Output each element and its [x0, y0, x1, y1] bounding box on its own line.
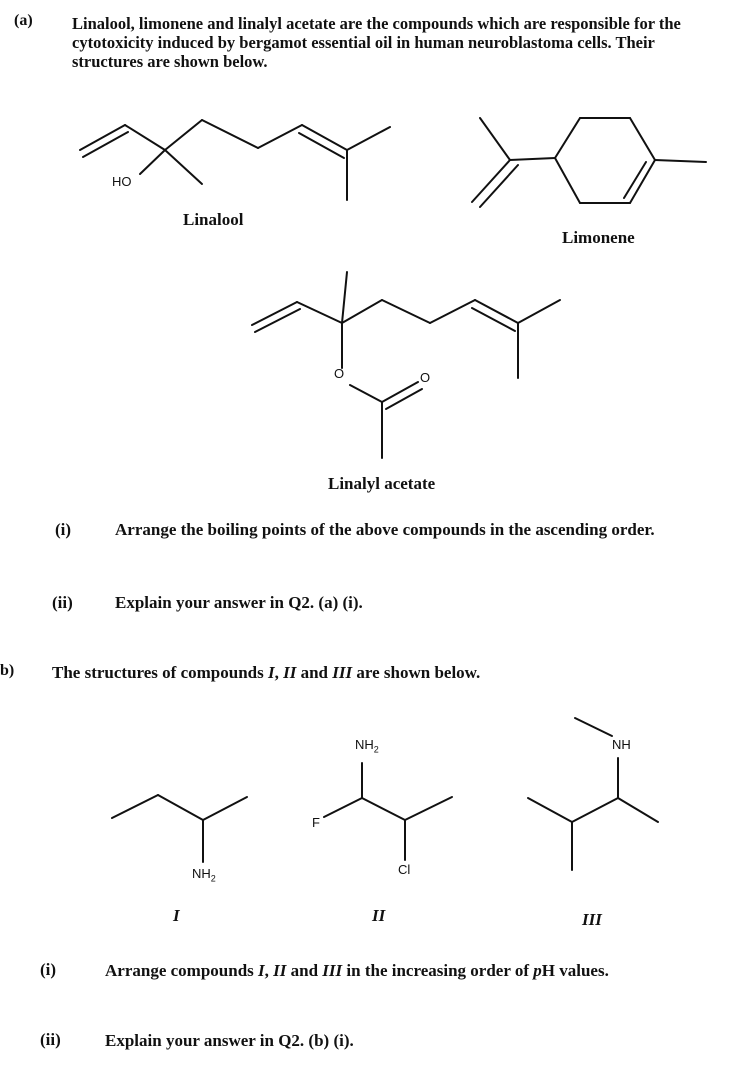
question-b-i-sep-2: and: [286, 961, 323, 980]
question-b-i-number: (i): [40, 960, 57, 979]
part-b-intro-prefix: The structures of compounds: [52, 663, 268, 682]
part-b-intro-sep-1: ,: [274, 663, 284, 682]
linalyl-acetate-carbonyl-o: O: [420, 370, 431, 385]
question-a-ii-text: Explain your answer in Q2. (a) (i).: [115, 593, 363, 612]
question-b-i-ph-p: p: [533, 961, 542, 980]
compound-i-nh2-label: [192, 866, 216, 884]
compound-i-label: I: [173, 906, 180, 925]
question-b-ii-number: (ii): [40, 1030, 61, 1049]
part-b-label: b): [0, 662, 15, 679]
linalool-ho-label: HO: [112, 174, 132, 189]
compound-ii-nh-subscript: 2: [373, 744, 379, 755]
question-a-ii-number: (ii): [52, 593, 73, 612]
part-b-intro-suffix: are shown below.: [352, 663, 481, 682]
question-b-i-roman-3: III: [322, 961, 343, 980]
compound-ii-nh2-label: [355, 737, 379, 755]
question-b-i-suffix: values.: [554, 961, 609, 980]
part-a-structures: [0, 0, 740, 500]
linalyl-acetate-name: Linalyl acetate: [328, 474, 436, 493]
compound-ii-structure: [324, 763, 452, 860]
linalool-name: Linalool: [183, 210, 244, 229]
compound-i-nh-subscript: 2: [210, 873, 216, 884]
compound-ii-nh-text: NH: [355, 737, 374, 752]
compound-ii-f-label: F: [312, 815, 320, 830]
part-a-label: (a): [14, 12, 33, 29]
linalyl-acetate-structure: [252, 272, 560, 458]
limonene-name: Limonene: [562, 228, 635, 247]
question-b-i-roman-1: I: [258, 961, 265, 980]
part-b-intro-roman-2: II: [283, 663, 297, 682]
part-b-intro-roman-1: I: [267, 663, 275, 682]
compound-i-structure: [112, 795, 247, 862]
question-b-i-prefix: Arrange compounds: [105, 961, 259, 980]
compound-iii-label: III: [582, 910, 602, 929]
compound-ii-label: II: [372, 906, 386, 925]
part-b-intro: [52, 663, 480, 683]
linalyl-acetate-ester-o: O: [334, 366, 345, 381]
question-b-i-middle: in the increasing order of: [342, 961, 534, 980]
question-b-i-ph-h: H: [541, 961, 555, 980]
compound-iii-structure: [528, 718, 658, 870]
question-a-i-text: Arrange the boiling points of the above compounds in the ascending order.: [115, 520, 655, 539]
part-b-intro-sep-2: and: [296, 663, 333, 682]
compound-iii-nh-label: NH: [612, 737, 631, 752]
compound-ii-cl-label: Cl: [398, 862, 411, 877]
question-b-i-roman-2: II: [273, 961, 287, 980]
part-b-intro-roman-3: III: [332, 663, 353, 682]
question-b-ii-text: Explain your answer in Q2. (b) (i).: [105, 1031, 354, 1050]
question-a-i-number: (i): [55, 520, 72, 539]
part-a-intro: Linalool, limonene and linalyl acetate are the compounds which are responsible for the cytotoxicity induced by bergamot essential oil in human neuroblastoma cells. Their structures are shown below.: [72, 14, 681, 71]
limonene-structure: [472, 118, 706, 207]
compound-i-nh-text: NH: [192, 866, 211, 881]
question-b-i-sep-1: ,: [264, 961, 274, 980]
question-b-i-text: [105, 961, 609, 981]
